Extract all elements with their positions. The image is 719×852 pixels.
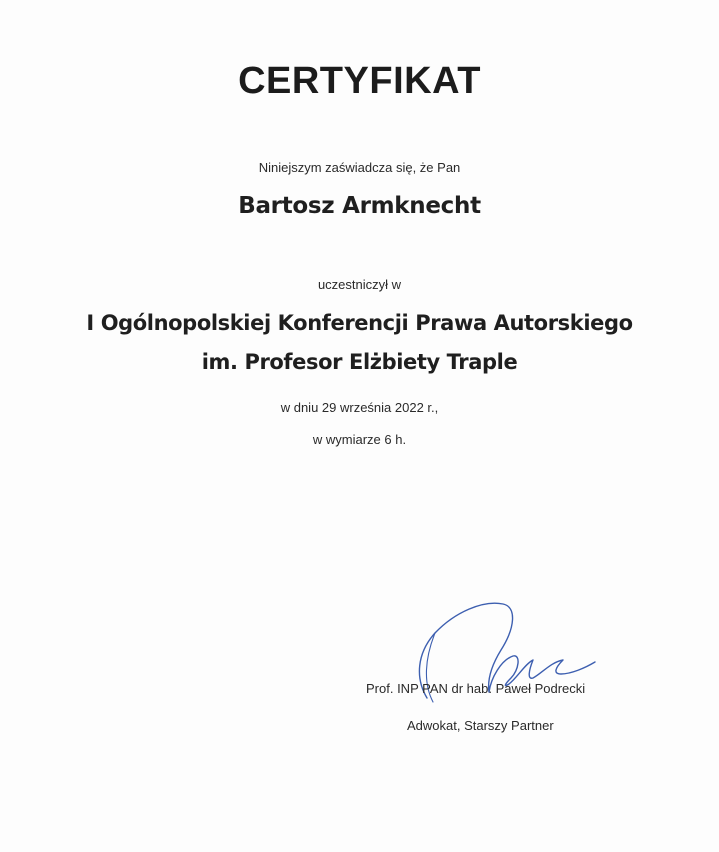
recipient-name: Bartosz Armknecht (238, 193, 481, 219)
intro-text: Niniejszym zaświadcza się, że Pan (258, 160, 461, 175)
participated-text: uczestniczył w (317, 277, 402, 292)
conference-name-line2: im. Profesor Elżbiety Traple (201, 350, 518, 374)
conference-name-line1: I Ogólnopolskiej Konferencji Prawa Autorskiego (86, 311, 633, 335)
conference-date: w dniu 29 września 2022 r., (280, 400, 439, 415)
signatory-role: Adwokat, Starszy Partner (407, 718, 554, 733)
signatory-name: Prof. INP PAN dr hab. Paweł Podrecki (366, 681, 586, 696)
certificate-title: CERTYFIKAT (238, 60, 481, 102)
duration-text: w wymiarze 6 h. (312, 432, 407, 447)
